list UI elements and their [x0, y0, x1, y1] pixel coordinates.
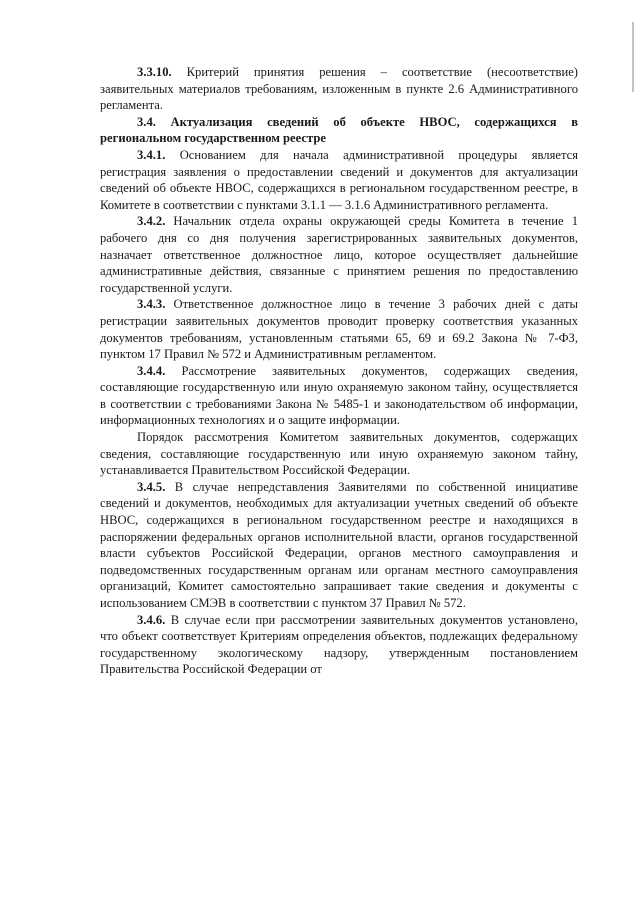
clause-number: 3.3.10.: [137, 65, 172, 79]
clause-number: 3.4.2.: [137, 214, 166, 229]
paragraph-text: Критерий принятия решения – соответствие (несоответствие) заявительных материалов требованиям, изложенным в пункте 2.6 Административного регламента.: [100, 65, 578, 113]
paragraph-text: Порядок рассмотрения Комитетом заявительных документов, содержащих сведения, составляющие государственную или иную охраняемую законом тайну, устанавливается Правительством Российской Федерации.: [100, 430, 578, 478]
clause-number: 3.4.5.: [137, 479, 166, 494]
paragraph-3-4-3: [100, 296, 578, 362]
paragraph-3-4-6: [100, 612, 578, 678]
paragraph-3-4-1: [100, 147, 578, 213]
clause-number: 3.4.6.: [137, 612, 166, 627]
section-heading-3-4: 3.4. Актуализация сведений об объекте НВОС, содержащихся в региональном государственном реестре: [100, 114, 578, 146]
paragraph-text: Основанием для начала административной процедуры является регистрация заявления о предоставлении сведений и документов для актуализации сведений об объекте НВОС, содержащихся в региональном государственном реестре, в Комитете в соответствии с пунктами 3.1.1 — 3.1.6 Административного регламента.: [100, 147, 578, 212]
paragraph-text: Ответственное должностное лицо в течение 3 рабочих дней с даты регистрации заявительных документов проводит проверку соответствия указанных документов требованиям, установленным статьями 65, 69 и 69.2 Закона № 7-ФЗ, пунктом 17 Правил № 572 и Административным регламентом.: [100, 297, 578, 362]
paragraph-text: В случае если при рассмотрении заявительных документов установлено, что объект соответствует Критериям определения объектов, подлежащих федеральному государственному экологическому надзору, утвержденным постановлением Правительства Российской Федерации от: [100, 612, 578, 677]
paragraph-text: Начальник отдела охраны окружающей среды Комитета в течение 1 рабочего дня со дня получения зарегистрированных заявительных документов, назначает ответственное должностное лицо, которое осуществляет дальнейшие административные действия, связанные с принятием решения по предоставлению государственной услуги.: [100, 214, 578, 295]
paragraph-3-4-5: [100, 479, 578, 612]
clause-number: 3.4.4.: [137, 363, 166, 378]
clause-number: 3.4.1.: [137, 147, 166, 162]
page-edge-mark: [632, 22, 640, 92]
paragraph-3-4-4: [100, 363, 578, 429]
paragraph-3-4-2: [100, 213, 578, 296]
paragraph-3-3-10: [100, 64, 578, 114]
paragraph-text: Рассмотрение заявительных документов, содержащих сведения, составляющие государственную или иную охраняемую законом тайну, осуществляется в соответствии с требованиями Закона № 5485-1 и законодательством об информации, информационных технологиях и о защите информации.: [100, 363, 578, 428]
paragraph-order-of-review: [100, 429, 578, 479]
document-page: [100, 64, 578, 678]
clause-number: 3.4.3.: [137, 297, 166, 312]
paragraph-text: В случае непредставления Заявителями по собственной инициативе сведений и документов, необходимых для актуализации учетных сведений об объекте НВОС, содержащихся в региональном государственном реестре и находящихся в распоряжении федеральных органов исполнительной власти, органов государственной власти субъектов Российской Федерации, органов местного самоуправления и подведомственных государственным органам или органам местного самоуправления организаций, Комитет самостоятельно запрашивает такие сведения и документы с использованием СМЭВ в соответствии с пунктом 37 Правил № 572.: [100, 479, 578, 610]
